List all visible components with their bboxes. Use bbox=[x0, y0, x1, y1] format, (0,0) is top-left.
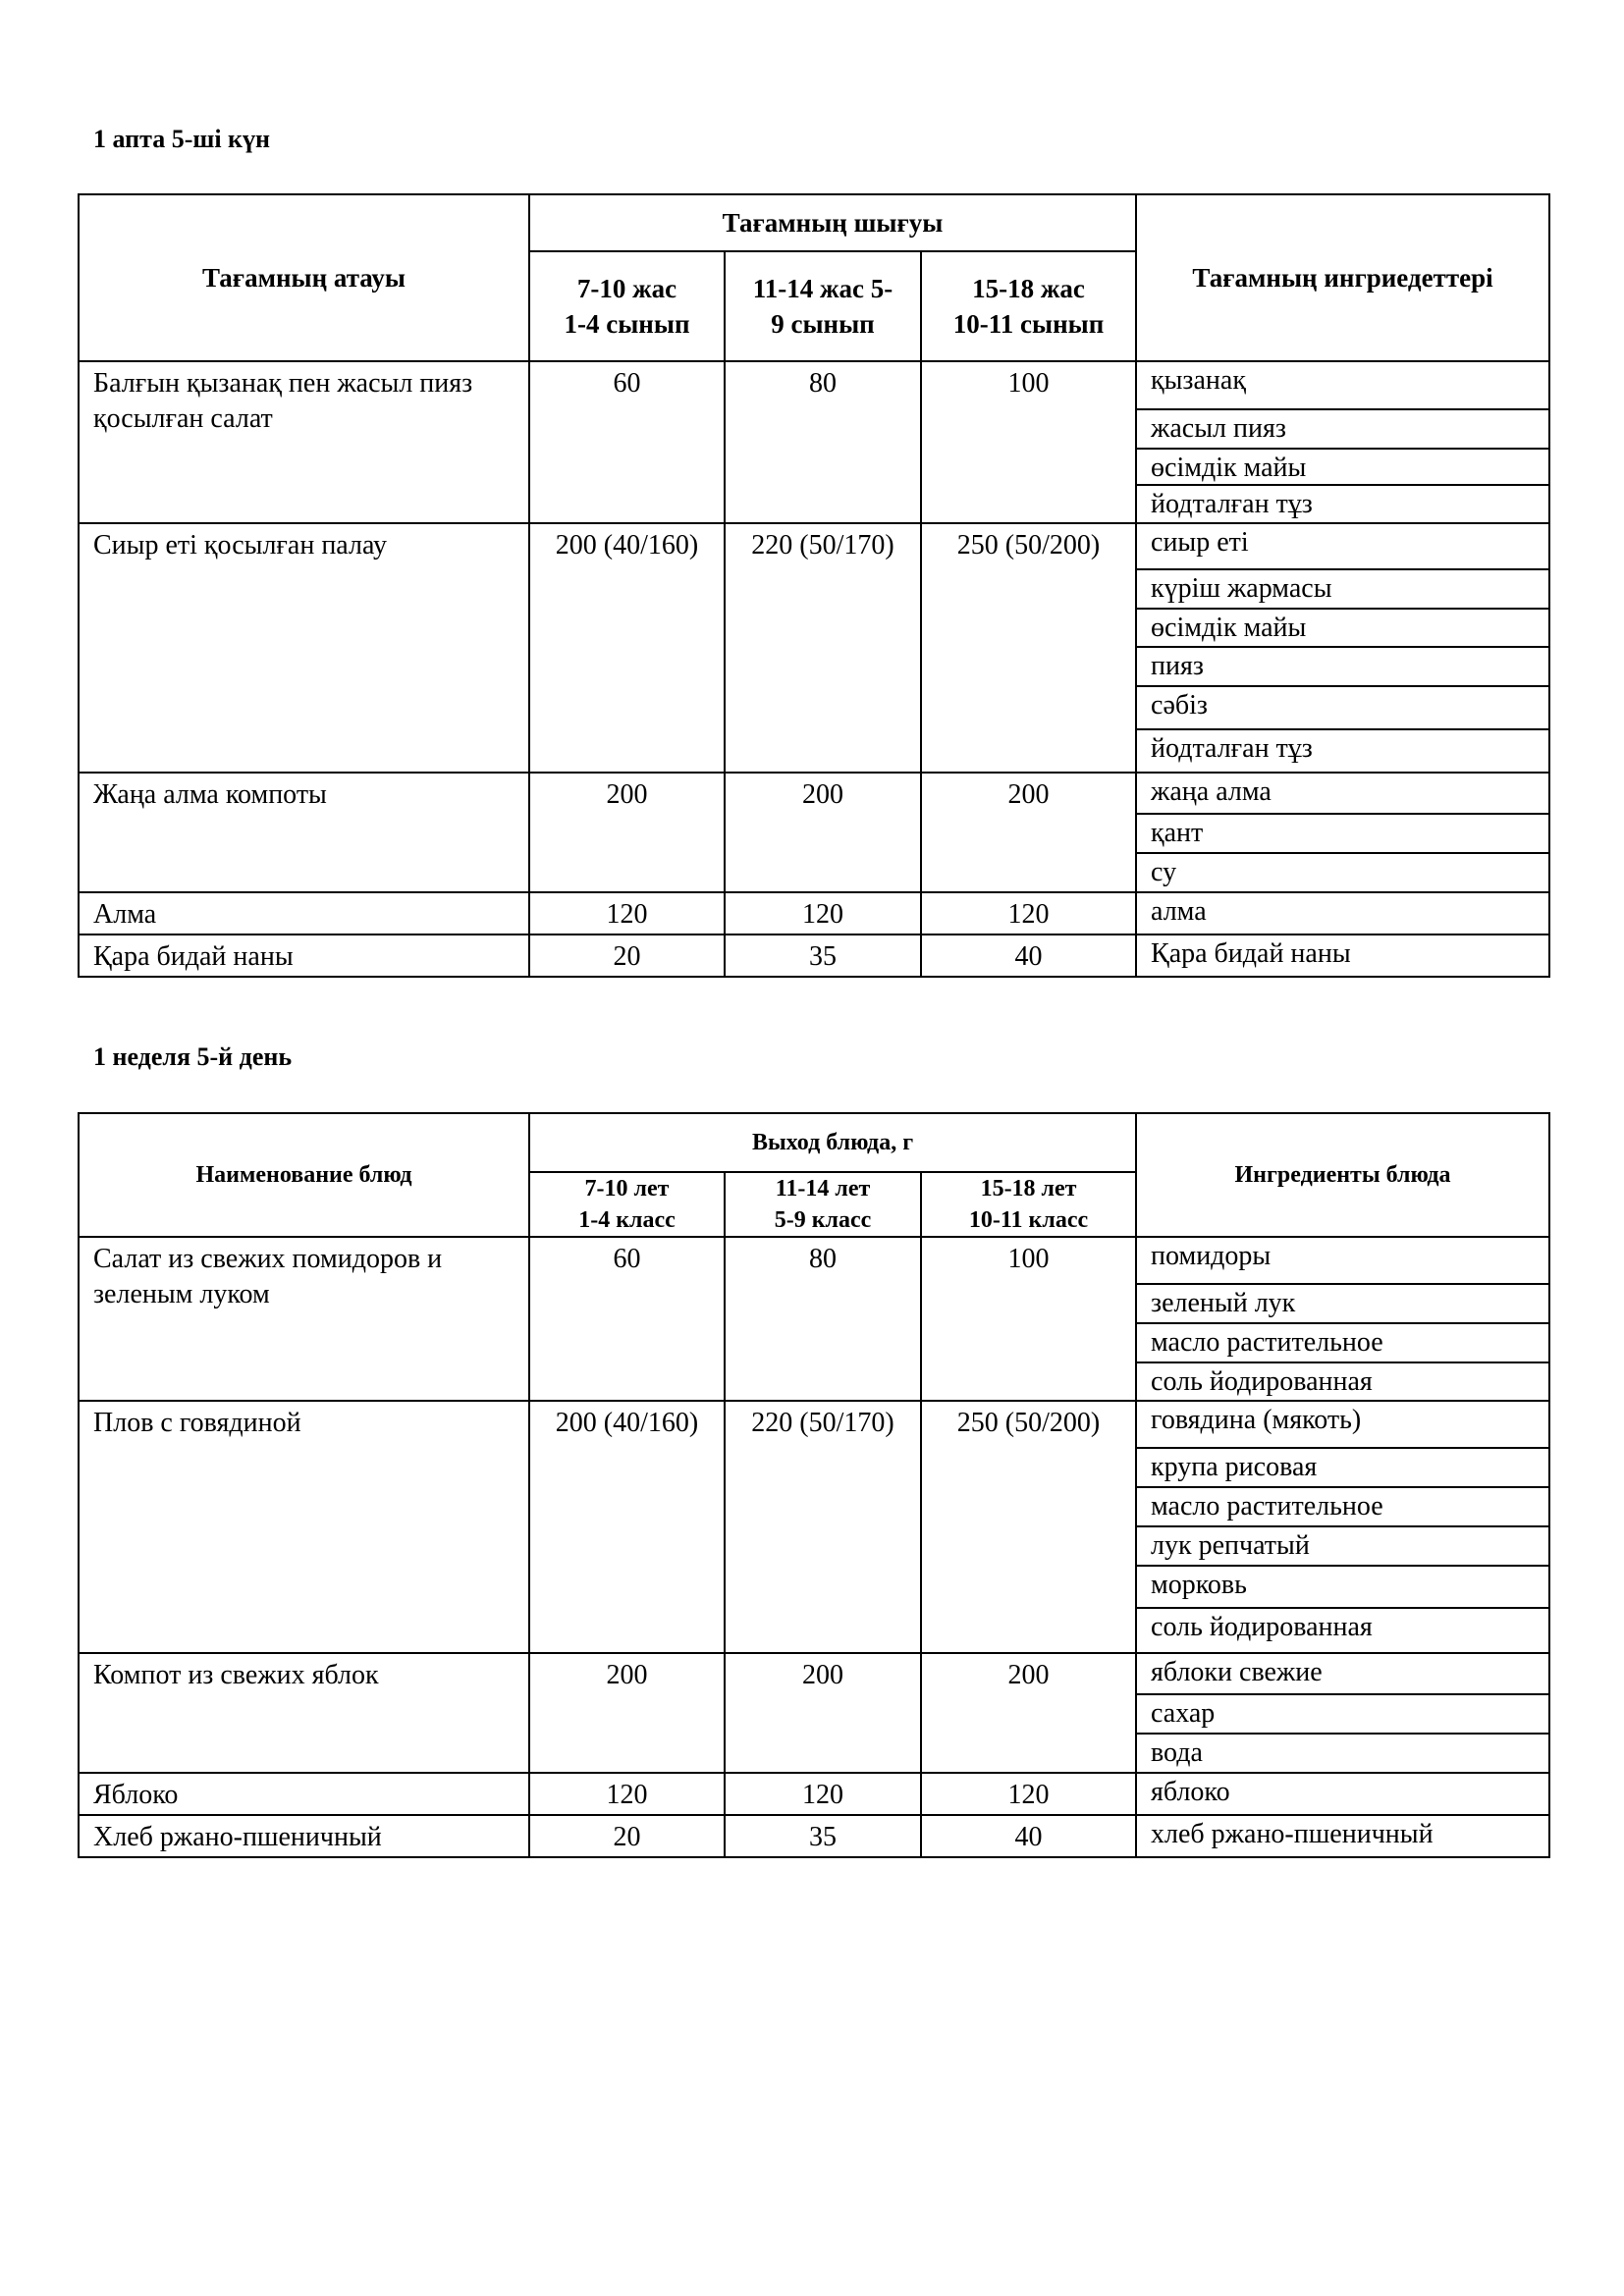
kz-section-heading: 1 апта 5-ші күн bbox=[93, 125, 271, 153]
dish-name: Алма bbox=[79, 892, 529, 934]
portion-yield-2: 200 bbox=[725, 773, 921, 892]
dish-name: Плов с говядиной bbox=[79, 1401, 529, 1653]
ingredient-item: помидоры bbox=[1151, 1241, 1272, 1271]
ingredient-item: пияз bbox=[1137, 646, 1548, 685]
dish-name: Яблоко bbox=[79, 1773, 529, 1815]
ingredient-item: алма bbox=[1151, 896, 1207, 927]
dish-name: Жаңа алма компоты bbox=[79, 773, 529, 892]
ru-header-yield: Выход блюда, г bbox=[529, 1113, 1136, 1172]
portion-yield-1: 120 bbox=[529, 892, 725, 934]
menu-row bbox=[79, 361, 1549, 523]
ingredient-item: масло растительное bbox=[1137, 1322, 1548, 1362]
ingredients-cell bbox=[1136, 773, 1549, 892]
kz-header-age-7-10 bbox=[529, 251, 725, 361]
menu-row bbox=[79, 1815, 1549, 1857]
portion-yield-3: 100 bbox=[921, 361, 1136, 523]
menu-row bbox=[79, 523, 1549, 773]
portion-yield-3: 100 bbox=[921, 1237, 1136, 1401]
portion-yield-2: 35 bbox=[725, 934, 921, 977]
portion-yield-1: 20 bbox=[529, 1815, 725, 1857]
portion-yield-3: 250 (50/200) bbox=[921, 1401, 1136, 1653]
kz-header-age-15-18 bbox=[921, 251, 1136, 361]
ingredient-item: қант bbox=[1137, 813, 1548, 852]
ingredient-item: яблоко bbox=[1151, 1777, 1230, 1807]
ru-header-age-11-14-text: 11-14 лет 5-9 класс bbox=[774, 1176, 872, 1233]
ingredient-item: йодталған тұз bbox=[1137, 484, 1548, 522]
ingredient-item: жасыл пияз bbox=[1137, 408, 1548, 448]
ingredient-item: лук репчатый bbox=[1137, 1525, 1548, 1565]
portion-yield-3: 200 bbox=[921, 773, 1136, 892]
menu-row bbox=[79, 1401, 1549, 1653]
dish-name: Қара бидай наны bbox=[79, 934, 529, 977]
ingredient-item: зеленый лук bbox=[1137, 1283, 1548, 1322]
ingredients-cell bbox=[1136, 934, 1549, 977]
ingredient-item: хлеб ржано-пшеничный bbox=[1151, 1819, 1434, 1849]
dish-name: Хлеб ржано-пшеничный bbox=[79, 1815, 529, 1857]
portion-yield-1: 200 (40/160) bbox=[529, 1401, 725, 1653]
ingredient-item: яблоки свежие bbox=[1151, 1657, 1323, 1687]
portion-yield-3: 250 (50/200) bbox=[921, 523, 1136, 773]
ru-header-age-11-14 bbox=[725, 1172, 921, 1237]
ingredient-item: сәбіз bbox=[1137, 685, 1548, 728]
ru-header-name: Наименование блюд bbox=[79, 1113, 529, 1237]
ingredient-item: Қара бидай наны bbox=[1151, 938, 1351, 969]
portion-yield-1: 20 bbox=[529, 934, 725, 977]
portion-yield-3: 200 bbox=[921, 1653, 1136, 1773]
ru-menu-table bbox=[78, 1112, 1550, 1858]
ingredient-item: крупа рисовая bbox=[1137, 1447, 1548, 1486]
ingredient-item: өсімдік майы bbox=[1137, 608, 1548, 646]
ru-header-age-15-18 bbox=[921, 1172, 1136, 1237]
ingredient-item: өсімдік майы bbox=[1137, 448, 1548, 484]
ingredient-item: сиыр еті bbox=[1151, 527, 1249, 558]
ingredient-item: вода bbox=[1137, 1733, 1548, 1772]
portion-yield-2: 35 bbox=[725, 1815, 921, 1857]
portion-yield-1: 200 (40/160) bbox=[529, 523, 725, 773]
dish-name: Салат из свежих помидоров и зеленым луком bbox=[79, 1237, 529, 1401]
portion-yield-3: 40 bbox=[921, 1815, 1136, 1857]
ingredients-cell bbox=[1136, 361, 1549, 523]
portion-yield-3: 40 bbox=[921, 934, 1136, 977]
ingredient-item: морковь bbox=[1137, 1565, 1548, 1607]
portion-yield-2: 120 bbox=[725, 1773, 921, 1815]
ingredients-cell bbox=[1136, 1401, 1549, 1653]
ru-table-body bbox=[79, 1237, 1549, 1857]
menu-row bbox=[79, 1653, 1549, 1773]
menu-row bbox=[79, 1237, 1549, 1401]
portion-yield-2: 200 bbox=[725, 1653, 921, 1773]
kz-table-body bbox=[79, 361, 1549, 977]
kz-header-ingredients: Тағамның ингриедеттері bbox=[1136, 194, 1549, 361]
dish-name: Компот из свежих яблок bbox=[79, 1653, 529, 1773]
ingredient-item: қызанақ bbox=[1151, 365, 1246, 396]
ingredient-item: күріш жармасы bbox=[1137, 568, 1548, 608]
portion-yield-2: 80 bbox=[725, 361, 921, 523]
portion-yield-1: 200 bbox=[529, 773, 725, 892]
ingredient-item: масло растительное bbox=[1137, 1486, 1548, 1525]
portion-yield-3: 120 bbox=[921, 892, 1136, 934]
menu-row bbox=[79, 934, 1549, 977]
ingredient-item: сахар bbox=[1137, 1693, 1548, 1733]
ingredient-item: йодталған тұз bbox=[1137, 728, 1548, 772]
ru-header-age-15-18-text: 15-18 лет 10-11 класс bbox=[968, 1176, 1089, 1233]
kz-header-name: Тағамның атауы bbox=[79, 194, 529, 361]
portion-yield-2: 220 (50/170) bbox=[725, 1401, 921, 1653]
menu-row bbox=[79, 773, 1549, 892]
ru-section-heading: 1 неделя 5-й день bbox=[93, 1042, 293, 1071]
portion-yield-2: 120 bbox=[725, 892, 921, 934]
ingredient-item: жаңа алма bbox=[1151, 776, 1272, 807]
portion-yield-1: 120 bbox=[529, 1773, 725, 1815]
ingredients-cell bbox=[1136, 523, 1549, 773]
ingredient-item: говядина (мякоть) bbox=[1151, 1405, 1362, 1435]
kz-menu-table bbox=[78, 193, 1550, 978]
kz-header-age-7-10-text: 7-10 жас 1-4 сынып bbox=[564, 274, 690, 339]
ru-header-age-7-10 bbox=[529, 1172, 725, 1237]
kz-header-age-15-18-text: 15-18 жас 10-11 сынып bbox=[952, 274, 1105, 339]
ingredient-item: соль йодированная bbox=[1137, 1362, 1548, 1400]
portion-yield-1: 60 bbox=[529, 1237, 725, 1401]
portion-yield-2: 220 (50/170) bbox=[725, 523, 921, 773]
ingredients-cell bbox=[1136, 1815, 1549, 1857]
ru-header-ingredients: Ингредиенты блюда bbox=[1136, 1113, 1549, 1237]
portion-yield-2: 80 bbox=[725, 1237, 921, 1401]
kz-header-age-11-14 bbox=[725, 251, 921, 361]
ru-header-age-7-10-text: 7-10 лет 1-4 класс bbox=[578, 1176, 676, 1233]
ingredients-cell bbox=[1136, 892, 1549, 934]
dish-name: Балғын қызанақ пен жасыл пияз қосылған салат bbox=[79, 361, 529, 523]
portion-yield-1: 200 bbox=[529, 1653, 725, 1773]
menu-row bbox=[79, 1773, 1549, 1815]
ingredient-item: соль йодированная bbox=[1137, 1607, 1548, 1652]
portion-yield-3: 120 bbox=[921, 1773, 1136, 1815]
ingredients-cell bbox=[1136, 1653, 1549, 1773]
ingredients-cell bbox=[1136, 1773, 1549, 1815]
ingredients-cell bbox=[1136, 1237, 1549, 1401]
menu-row bbox=[79, 892, 1549, 934]
portion-yield-1: 60 bbox=[529, 361, 725, 523]
kz-header-age-11-14-text: 11-14 жас 5- 9 сынып bbox=[752, 274, 893, 339]
dish-name: Сиыр еті қосылған палау bbox=[79, 523, 529, 773]
ingredient-item: су bbox=[1137, 852, 1548, 891]
kz-header-yield: Тағамның шығуы bbox=[529, 194, 1136, 251]
